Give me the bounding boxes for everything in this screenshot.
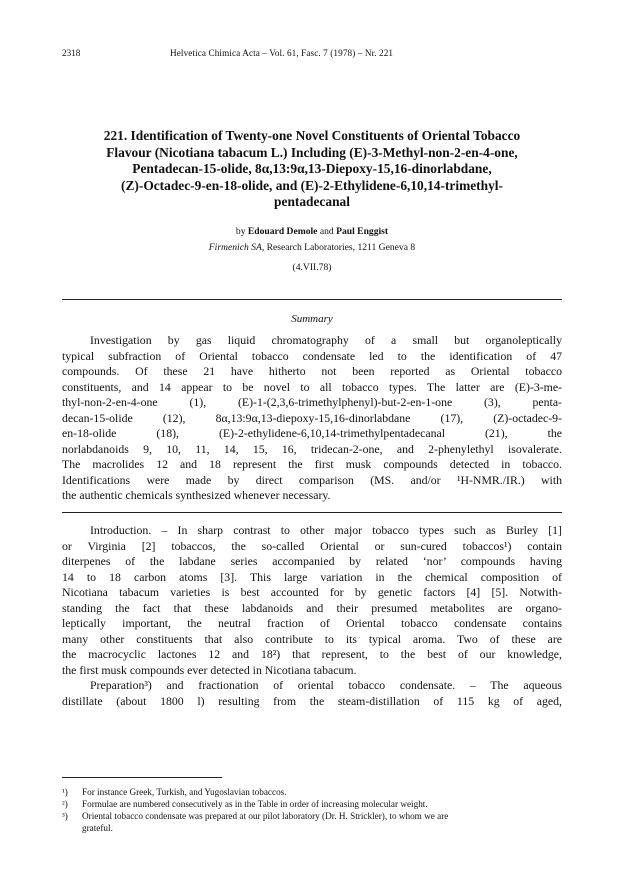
body-line: standing the fact that these labdanoids and their presumed metabolites are organo- bbox=[62, 600, 562, 615]
summary-heading: Summary bbox=[291, 313, 333, 325]
affiliation-address: Research Laboratories, 1211 Geneva 8 bbox=[266, 242, 416, 253]
received-date: (4.VII.78) bbox=[292, 262, 332, 273]
body-line: Preparation³) and fractionation of oriental tobacco condensate. – The aqueous bbox=[90, 678, 562, 692]
body-text bbox=[62, 523, 562, 709]
summary-line: the authentic chemicals synthesized whenever necessary. bbox=[62, 488, 331, 502]
running-head: Helvetica Chimica Acta – Vol. 61, Fasc. 7 (1978) – Nr. 221 bbox=[170, 48, 394, 58]
summary-line: decan-15-olide (12), 8α,13:9α,13-diepoxy-15,16-dinorlabdane (17), (Z)-octadec-9- bbox=[62, 410, 562, 425]
summary-line: Identifications were made by direct comparison (MS. and/or ¹H-NMR./IR.) with bbox=[62, 472, 562, 487]
body-line: many other constituents that also contribute to its typical aroma. Two of these are bbox=[62, 631, 562, 646]
footnote-mark: ²) bbox=[62, 799, 68, 809]
footnote-text: Formulae are numbered consecutively as in the Table in order of increasing molecular weight. bbox=[82, 799, 428, 809]
footnotes bbox=[62, 786, 562, 834]
summary-line: thyl-non-2-en-4-one (1), (E)-1-(2,3,6-trimethylphenyl)-but-2-en-1-one (3), penta- bbox=[62, 395, 562, 409]
summary-paragraph bbox=[62, 333, 562, 504]
affiliation bbox=[62, 240, 562, 256]
author-block bbox=[62, 224, 562, 276]
title-line: (Z)-Octadec-9-en-18-olide, and (E)-2-Ethylidene-6,10,14-trimethyl- bbox=[121, 177, 503, 193]
body-line: or Virginia [2] tobaccos, the so-called Oriental or sun-cured tobaccos¹) contain bbox=[62, 538, 562, 553]
summary-line: compounds. Of these 21 have hitherto not been reported as Oriental tobacco bbox=[62, 364, 562, 378]
body-line: Nicotiana tabacum varieties is best accounted for by genetic factors [4] [5]. Notwith- bbox=[62, 585, 562, 599]
top-rule bbox=[62, 299, 562, 300]
body-line: the first musk compounds ever detected in Nicotiana tabacum. bbox=[62, 662, 357, 677]
company-name: Firmenich SA, bbox=[208, 242, 265, 253]
footnote-text: Oriental tobacco condensate was prepared at our pilot laboratory (Dr. H. Strickler), to whom we are bbox=[82, 811, 449, 821]
footnote-mark: ³) bbox=[62, 811, 68, 821]
footnote-text: grateful. bbox=[82, 823, 113, 833]
footnote-text: For instance Greek, Turkish, and Yugoslavian tobaccos. bbox=[82, 787, 287, 797]
title-line: Pentadecan-15-olide, 8α,13:9α,13-Diepoxy-15,16-dinorlabdane, bbox=[132, 161, 492, 177]
summary-line: norlabdanoids 9, 10, 11, 14, 15, 16, tridecan-2-one, and 2-phenylethyl isovalerate. bbox=[62, 441, 562, 456]
by-word: by bbox=[235, 226, 246, 237]
author-name: Paul Enggist bbox=[336, 226, 389, 237]
body-line: diterpenes of the labdane series accompanied by related ‘nor’ compounds having bbox=[62, 554, 562, 568]
author-line bbox=[62, 224, 562, 240]
page-number: 2318 bbox=[62, 48, 81, 58]
body-line: Introduction. – In sharp contrast to other major tobacco types such as Burley [1] bbox=[90, 523, 562, 537]
title-line: 221. Identification of Twenty-one Novel Constituents of Oriental Tobacco bbox=[103, 128, 521, 143]
footnote bbox=[62, 798, 562, 810]
title-line: Flavour (Nicotiana tabacum L.) Including (E)-3-Methyl-non-2-en-4-one, bbox=[106, 144, 518, 160]
title-line: pentadecanal bbox=[274, 194, 350, 210]
and-word: and bbox=[319, 226, 334, 237]
summary-line: Investigation by gas liquid chromatography of a small but organoleptically bbox=[90, 333, 562, 347]
footnote-rule bbox=[62, 777, 222, 778]
summary-line: en-18-olide (18), (E)-2-ethylidene-6,10,14-trimethylpentadecanal (21), the bbox=[62, 426, 562, 440]
summary-bottom-rule bbox=[62, 512, 562, 513]
body-line: the macrocyclic lactones 12 and 18²) that represent, to the best of our knowledge, bbox=[62, 647, 562, 661]
footnote-mark: ¹) bbox=[62, 787, 68, 797]
footnote bbox=[62, 810, 562, 834]
summary-line: The macrolides 12 and 18 represent the first musk compounds detected in tobacco. bbox=[62, 457, 562, 471]
summary-line: constituents, and 14 appear to be novel to all tobacco types. The latter are (E)-3-me- bbox=[62, 379, 562, 394]
footnote bbox=[62, 786, 562, 798]
body-line: 14 to 18 carbon atoms [3]. This large variation in the chemical composition of bbox=[62, 569, 562, 584]
summary-line: typical subfraction of Oriental tobacco condensate led to the identification of 47 bbox=[62, 348, 562, 363]
body-line: distillate (about 1800 l) resulting from the steam-distillation of 115 kg of aged, bbox=[62, 693, 562, 708]
author-name: Edouard Demole bbox=[247, 226, 318, 237]
body-line: leptically important, the neutral fraction of Oriental tobacco condensate contains bbox=[62, 616, 562, 630]
article-title bbox=[66, 128, 558, 211]
